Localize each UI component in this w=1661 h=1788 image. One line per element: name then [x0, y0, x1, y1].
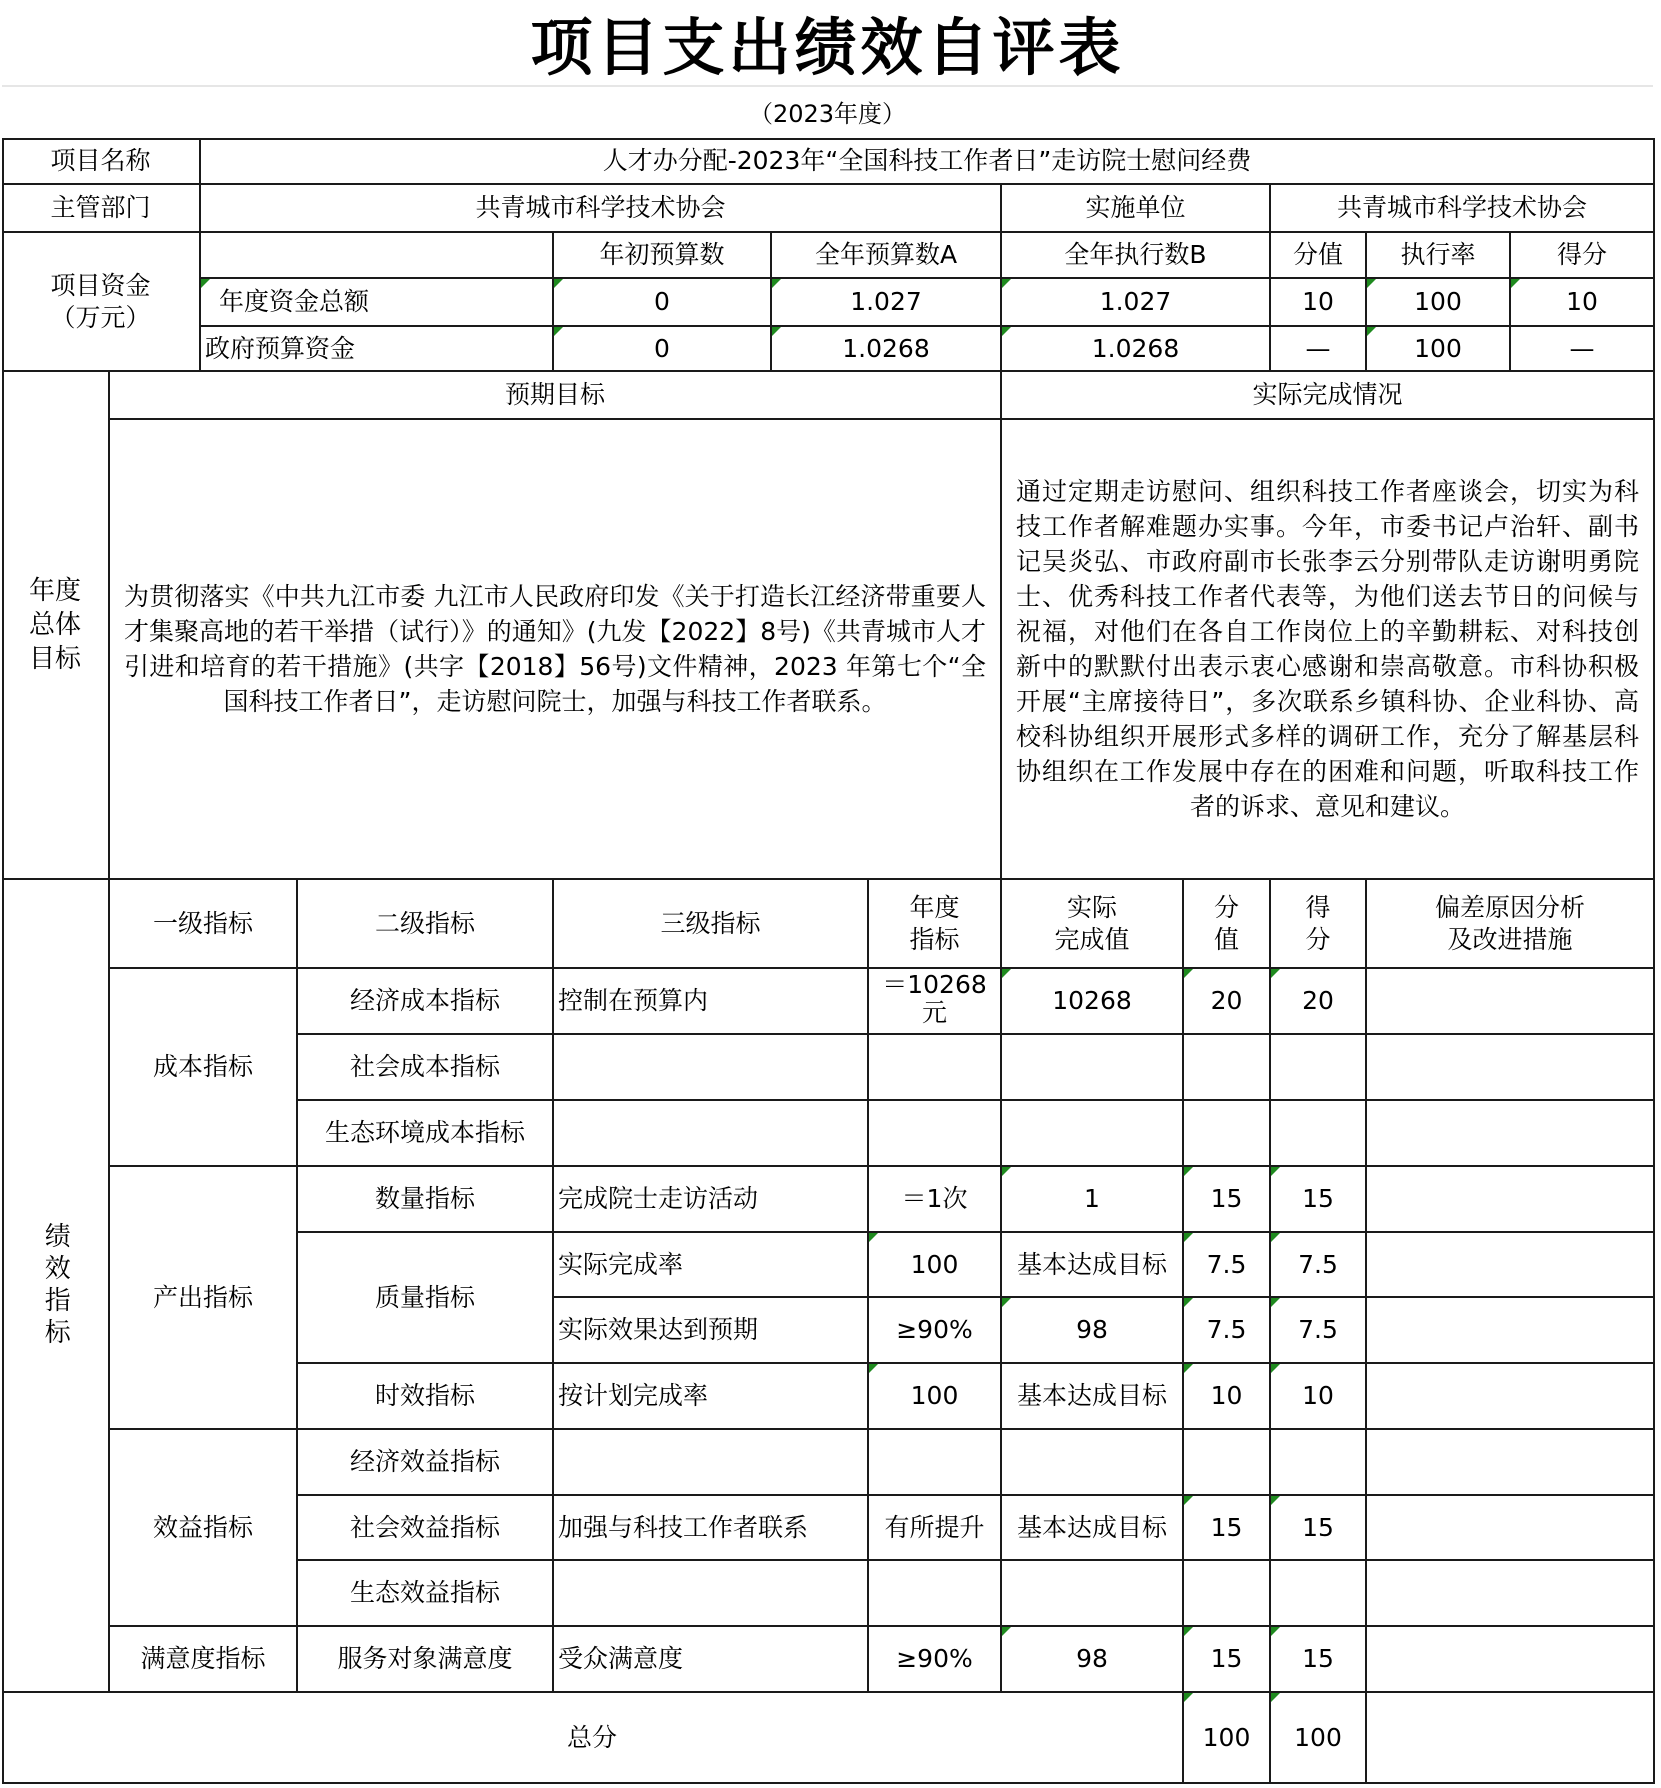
header-deviation-line2: 及改进措施	[1447, 924, 1573, 954]
deviation-cell[interactable]	[1367, 1430, 1655, 1496]
level2-cell: 社会效益指标	[298, 1496, 554, 1561]
funds-label	[2, 233, 201, 372]
header-annual	[869, 880, 1002, 969]
deviation-cell[interactable]	[1367, 1627, 1655, 1693]
actual-value-cell[interactable]: 98	[1002, 1627, 1184, 1693]
funds-header-budget-a: 全年预算数A	[772, 233, 1002, 279]
header-annual-line2: 指标	[909, 924, 960, 954]
annual-target-cell[interactable]: 有所提升	[869, 1496, 1002, 1561]
deviation-cell[interactable]	[1367, 1035, 1655, 1101]
score-cell[interactable]: 15	[1271, 1627, 1367, 1693]
funds-header-blank	[201, 233, 554, 279]
deviation-cell[interactable]	[1367, 969, 1655, 1035]
level3-cell[interactable]	[554, 1430, 869, 1496]
header-weight	[1184, 880, 1271, 969]
funds-header-exec-b: 全年执行数B	[1002, 233, 1271, 279]
funds-row-total-weight[interactable]: 10	[1271, 279, 1367, 327]
page-title: 项目支出绩效自评表	[2, 0, 1653, 87]
weight-cell[interactable]: 7.5	[1184, 1233, 1271, 1298]
funds-row-total-name: 年度资金总额	[201, 279, 554, 327]
actual-value-cell[interactable]: 10268	[1002, 969, 1184, 1035]
annual-target-cell[interactable]	[869, 1430, 1002, 1496]
impl-unit-value[interactable]: 共青城市科学技术协会	[1271, 185, 1655, 233]
weight-cell[interactable]: 15	[1184, 1627, 1271, 1693]
funds-row-total-rate[interactable]: 100	[1367, 279, 1511, 327]
actual-value-cell[interactable]: 基本达成目标	[1002, 1496, 1184, 1561]
actual-value-cell[interactable]	[1002, 1101, 1184, 1167]
score-cell[interactable]	[1271, 1561, 1367, 1627]
expected-goal-text[interactable]: 为贯彻落实《中共九江市委 九江市人民政府印发《关于打造长江经济带重要人才集聚高地的若干举措（试行）》的通知》(九发【2022】8号)《共青城市人才引进和培育的若干措施》(共字【2018】56号)文件精神，2023 年第七个“全国科技工作者日”，走访慰问院士，加强与科技工作者联系。	[110, 420, 1002, 880]
header-actual-line1: 实际	[1066, 893, 1117, 923]
funds-row-total-initial[interactable]: 0	[554, 279, 772, 327]
header-deviation-line1: 偏差原因分析	[1434, 893, 1585, 923]
deviation-cell[interactable]	[1367, 1101, 1655, 1167]
level2-cell: 服务对象满意度	[298, 1627, 554, 1693]
project-name-label: 项目名称	[2, 138, 201, 185]
deviation-cell[interactable]	[1367, 1167, 1655, 1233]
level3-cell[interactable]	[554, 1561, 869, 1627]
deviation-cell[interactable]	[1367, 1364, 1655, 1430]
annual-target-cell[interactable]	[869, 1035, 1002, 1101]
header-annual-line1: 年度	[909, 893, 960, 923]
score-cell[interactable]: 15	[1271, 1496, 1367, 1561]
header-weight-line1: 分	[1213, 893, 1239, 923]
funds-row-gov-exec-b[interactable]: 1.0268	[1002, 327, 1271, 372]
header-score-line1: 得	[1305, 893, 1331, 923]
level2-cell: 数量指标	[298, 1167, 554, 1233]
project-name-value[interactable]: 人才办分配-2023年“全国科技工作者日”走访院士慰问经费	[201, 138, 1655, 185]
performance-indicator-label: 绩效指标	[2, 880, 110, 1693]
annual-target-cell[interactable]: 100	[869, 1364, 1002, 1430]
funds-header-initial: 年初预算数	[554, 233, 772, 279]
actual-value-cell[interactable]: 1	[1002, 1167, 1184, 1233]
deviation-cell[interactable]	[1367, 1561, 1655, 1627]
annual-target-cell[interactable]: ≥90%	[869, 1627, 1002, 1693]
actual-result-header: 实际完成情况	[1002, 372, 1655, 420]
actual-result-text[interactable]: 通过定期走访慰问、组织科技工作者座谈会，切实为科技工作者解难题办实事。今年，市委书记卢治轩、副书记吴炎弘、市政府副市长张李云分别带队走访谢明勇院士、优秀科技工作者代表等，为他们送去节日的问候与祝福，对他们在各自工作岗位上的辛勤耕耘、对科技创新中的默默付出表示衷心感谢和崇高敬意。市科协积极开展“主席接待日”，多次联系乡镇科协、企业科协、高校科协组织开展形式多样的调研工作，充分了解基层科协组织在工作发展中存在的困难和问题，听取科技工作者的诉求、意见和建议。	[1002, 420, 1655, 880]
level3-cell[interactable]: 按计划完成率	[554, 1364, 869, 1430]
group-satisfaction: 满意度指标	[110, 1627, 298, 1693]
funds-header-score: 得分	[1511, 233, 1655, 279]
level3-cell[interactable]: 实际效果达到预期	[554, 1298, 869, 1364]
dept-label: 主管部门	[2, 185, 201, 233]
weight-cell[interactable]: 10	[1184, 1364, 1271, 1430]
total-deviation[interactable]	[1367, 1693, 1655, 1784]
dept-value[interactable]: 共青城市科学技术协会	[201, 185, 1002, 233]
impl-unit-label: 实施单位	[1002, 185, 1271, 233]
funds-label-line1: 项目资金	[50, 271, 151, 301]
actual-value-cell[interactable]: 98	[1002, 1298, 1184, 1364]
annual-target-cell[interactable]: 100	[869, 1233, 1002, 1298]
funds-row-gov-budget-a[interactable]: 1.0268	[772, 327, 1002, 372]
header-level1: 一级指标	[110, 880, 298, 969]
funds-row-total-score[interactable]: 10	[1511, 279, 1655, 327]
score-cell[interactable]: 20	[1271, 969, 1367, 1035]
score-cell[interactable]	[1271, 1035, 1367, 1101]
deviation-cell[interactable]	[1367, 1298, 1655, 1364]
header-weight-line2: 值	[1213, 924, 1239, 954]
total-label: 总分	[2, 1693, 1184, 1784]
level2-cell: 经济效益指标	[298, 1430, 554, 1496]
deviation-cell[interactable]	[1367, 1496, 1655, 1561]
level3-cell[interactable]	[554, 1035, 869, 1101]
actual-value-cell[interactable]: 基本达成目标	[1002, 1233, 1184, 1298]
group-output: 产出指标	[110, 1167, 298, 1430]
annual-target-cell[interactable]: ≥90%	[869, 1298, 1002, 1364]
level3-cell[interactable]: 加强与科技工作者联系	[554, 1496, 869, 1561]
actual-value-cell[interactable]	[1002, 1430, 1184, 1496]
weight-cell[interactable]	[1184, 1561, 1271, 1627]
actual-value-cell[interactable]	[1002, 1035, 1184, 1101]
expected-goal-header: 预期目标	[110, 372, 1002, 420]
level3-cell[interactable]	[554, 1101, 869, 1167]
weight-cell[interactable]: 15	[1184, 1496, 1271, 1561]
weight-cell[interactable]: 15	[1184, 1167, 1271, 1233]
funds-row-gov-initial[interactable]: 0	[554, 327, 772, 372]
funds-row-gov-weight[interactable]: —	[1271, 327, 1367, 372]
funds-row-gov-rate[interactable]: 100	[1367, 327, 1511, 372]
header-actual-line2: 完成值	[1054, 924, 1130, 954]
header-score-line2: 分	[1305, 924, 1331, 954]
annual-target-cell[interactable]: ＝1次	[869, 1167, 1002, 1233]
level2-cell: 社会成本指标	[298, 1035, 554, 1101]
header-deviation	[1367, 880, 1655, 969]
level3-cell[interactable]: 受众满意度	[554, 1627, 869, 1693]
annual-target-cell[interactable]	[869, 1101, 1002, 1167]
level2-cell: 经济成本指标	[298, 969, 554, 1035]
funds-row-total-exec-b[interactable]: 1.027	[1002, 279, 1271, 327]
total-weight[interactable]: 100	[1184, 1693, 1271, 1784]
funds-label-line2: （万元）	[50, 302, 151, 332]
level2-cell: 质量指标	[298, 1233, 554, 1364]
level3-cell[interactable]: 实际完成率	[554, 1233, 869, 1298]
score-cell[interactable]: 10	[1271, 1364, 1367, 1430]
score-cell[interactable]	[1271, 1101, 1367, 1167]
score-cell[interactable]: 7.5	[1271, 1298, 1367, 1364]
score-cell[interactable]: 7.5	[1271, 1233, 1367, 1298]
level2-cell: 生态效益指标	[298, 1561, 554, 1627]
total-score[interactable]: 100	[1271, 1693, 1367, 1784]
header-score	[1271, 880, 1367, 969]
group-cost: 成本指标	[110, 969, 298, 1167]
funds-header-rate: 执行率	[1367, 233, 1511, 279]
actual-value-cell[interactable]	[1002, 1561, 1184, 1627]
funds-row-total-budget-a[interactable]: 1.027	[772, 279, 1002, 327]
score-cell[interactable]: 15	[1271, 1167, 1367, 1233]
annual-target-cell[interactable]: ＝10268元	[869, 969, 1002, 1035]
level2-cell: 生态环境成本指标	[298, 1101, 554, 1167]
deviation-cell[interactable]	[1367, 1233, 1655, 1298]
header-level2: 二级指标	[298, 880, 554, 969]
level3-cell[interactable]: 完成院士走访活动	[554, 1167, 869, 1233]
funds-row-gov-score[interactable]: —	[1511, 327, 1655, 372]
level3-cell[interactable]: 控制在预算内	[554, 969, 869, 1035]
weight-cell[interactable]	[1184, 1035, 1271, 1101]
weight-cell[interactable]: 7.5	[1184, 1298, 1271, 1364]
annual-target-cell[interactable]	[869, 1561, 1002, 1627]
header-actual	[1002, 880, 1184, 969]
weight-cell[interactable]: 20	[1184, 969, 1271, 1035]
score-cell[interactable]	[1271, 1430, 1367, 1496]
level2-cell: 时效指标	[298, 1364, 554, 1430]
annual-goal-label: 年度总体目标	[2, 372, 110, 880]
funds-header-weight: 分值	[1271, 233, 1367, 279]
weight-cell[interactable]	[1184, 1430, 1271, 1496]
group-benefit: 效益指标	[110, 1430, 298, 1627]
actual-value-cell[interactable]: 基本达成目标	[1002, 1364, 1184, 1430]
funds-row-gov-name: 政府预算资金	[201, 327, 554, 372]
header-level3: 三级指标	[554, 880, 869, 969]
report-year: （2023年度）	[748, 100, 907, 128]
weight-cell[interactable]	[1184, 1101, 1271, 1167]
